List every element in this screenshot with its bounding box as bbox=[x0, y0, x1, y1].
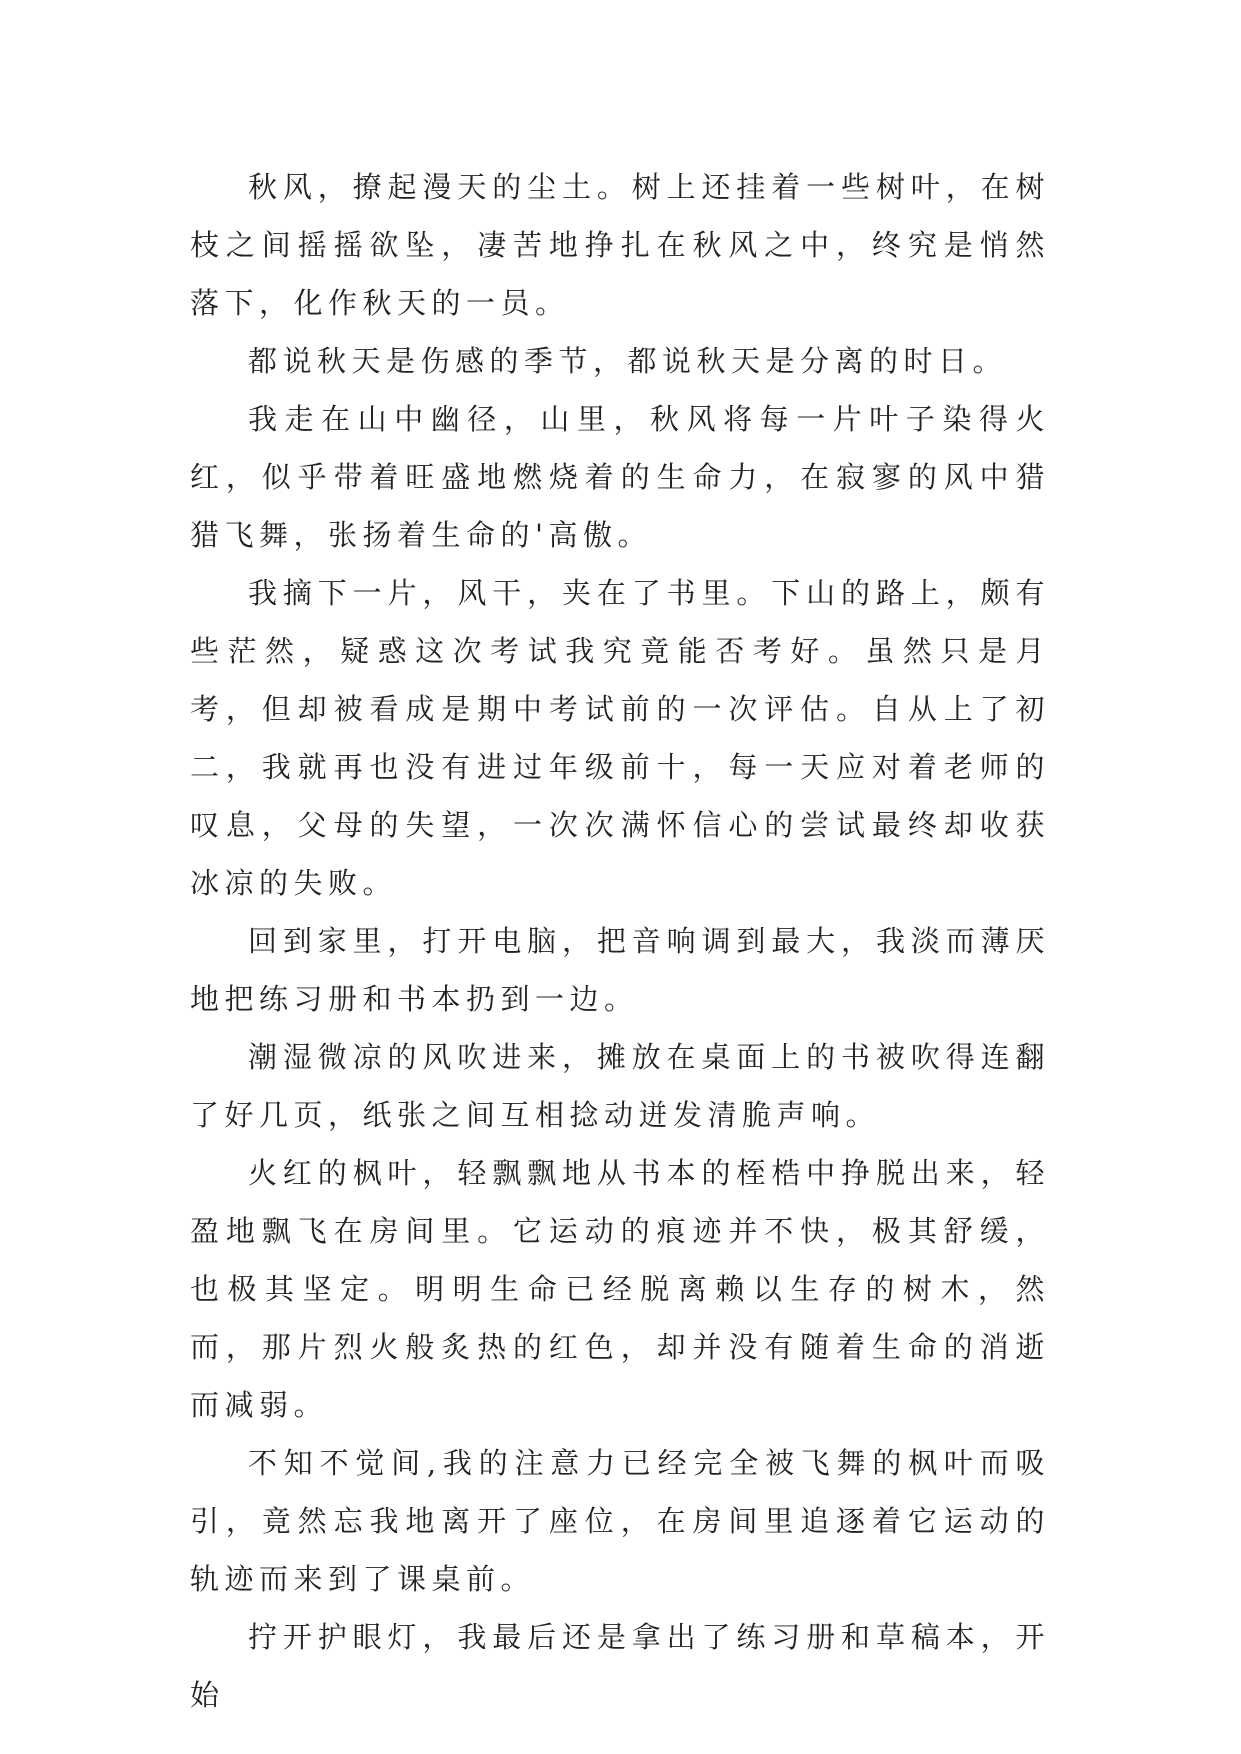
paragraph-4: 我摘下一片，风干，夹在了书里。下山的路上，颇有些茫然，疑惑这次考试我究竟能否考好。虽然只是月考，但却被看成是期中考试前的一次评估。自从上了初二，我就再也没有进过年级前十，每一天应对着老师的叹息，父母的失望，一次次满怀信心的尝试最终却收获冰凉的失败。 bbox=[190, 576, 1050, 900]
paragraph-7: 火红的枫叶，轻飘飘地从书本的桎梏中挣脱出来，轻盈地飘飞在房间里。它运动的痕迹并不快，极其舒缓，也极其坚定。明明生命已经脱离赖以生存的树木，然而，那片烈火般炙热的红色，却并没有随着生命的消逝而减弱。 bbox=[190, 1156, 1050, 1422]
paragraph-2: 都说秋天是伤感的季节，都说秋天是分离的时日。 bbox=[248, 344, 1008, 378]
paragraph-5: 回到家里，打开电脑，把音响调到最大，我淡而薄厌地把练习册和书本扔到一边。 bbox=[190, 924, 1050, 1016]
paragraph-8: 不知不觉间,我的注意力已经完全被飞舞的枫叶而吸引，竟然忘我地离开了座位，在房间里追逐着它运动的轨迹而来到了课桌前。 bbox=[190, 1446, 1050, 1596]
paragraph-6: 潮湿微凉的风吹进来，摊放在桌面上的书被吹得连翻了好几页，纸张之间互相捻动迸发清脆声响。 bbox=[190, 1040, 1050, 1132]
essay-body bbox=[190, 158, 1050, 1724]
paragraph-1: 秋风，撩起漫天的尘土。树上还挂着一些树叶，在树枝之间摇摇欲坠，凄苦地挣扎在秋风之中，终究是悄然落下，化作秋天的一员。 bbox=[190, 170, 1050, 320]
paragraph-3: 我走在山中幽径，山里，秋风将每一片叶子染得火红，似乎带着旺盛地燃烧着的生命力，在寂寥的风中猎猎飞舞，张扬着生命的'高傲。 bbox=[190, 402, 1050, 552]
paragraph-9: 拧开护眼灯，我最后还是拿出了练习册和草稿本，开始 bbox=[190, 1620, 1050, 1712]
